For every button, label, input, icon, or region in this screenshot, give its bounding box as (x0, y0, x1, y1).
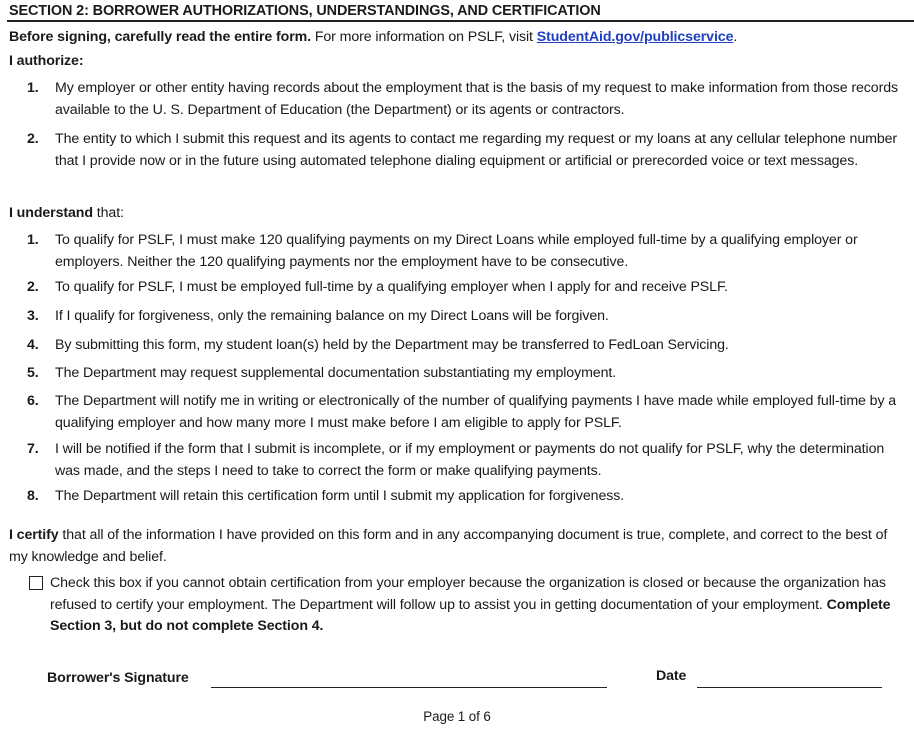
understand-item-6 (27, 391, 911, 434)
item-text: To qualify for PSLF, I must make 120 qualifying payments on my Direct Loans while employed full-time by a qualifying employer or employers. Neither the 120 qualifying payments nor the employment have to be consecutive. (55, 232, 858, 270)
understand-item-4 (27, 335, 911, 357)
employer-unavailable-checkbox[interactable] (29, 576, 43, 590)
checkbox-label-text: Check this box if you cannot obtain certification from your employer because the organization is closed or because the organization has refused to certify your employment. The Department will follow up to assist you in getting documentation of your employment. (50, 575, 886, 613)
pslf-link[interactable]: StudentAid.gov/publicservice (536, 29, 734, 45)
section-title: SECTION 2: BORROWER AUTHORIZATIONS, UNDERSTANDINGS, AND CERTIFICATION (7, 0, 914, 22)
employer-unavailable-option (29, 573, 909, 638)
item-text: The entity to which I submit this request and its agents to contact me regarding my request or my loans at any cellular telephone number that I provide now or in the future using automated telephone dialing equipment or artificial or prerecorded voice or text messages. (55, 131, 898, 169)
item-number: 7. (27, 441, 39, 457)
item-number: 6. (27, 393, 39, 409)
item-number: 1. (27, 80, 39, 96)
authorize-heading (9, 51, 83, 71)
item-number: 1. (27, 232, 39, 248)
understand-heading-bold: I understand (9, 205, 93, 221)
item-text: The Department will notify me in writing or electronically of the number of qualifying payments I have made while employed full-time by a qualifying employer and how many more I must make before I am eligible to apply for PSLF. (55, 393, 897, 431)
checkbox-label-bold: Complete Section 3, but do not complete Section 4. (50, 596, 891, 634)
intro-line (9, 27, 909, 47)
understand-item-5 (27, 363, 911, 385)
item-number: 5. (27, 365, 39, 381)
intro-text: For more information on PSLF, visit (310, 29, 537, 45)
authorize-item-1 (27, 78, 911, 121)
item-number: 2. (27, 131, 39, 147)
item-number: 4. (27, 337, 39, 353)
certify-bold: I certify (9, 527, 59, 543)
item-text: The Department will retain this certification form until I submit my application for forgiveness. (55, 488, 625, 504)
item-text: If I qualify for forgiveness, only the remaining balance on my Direct Loans will be forgiven. (55, 308, 609, 324)
date-label: Date (656, 668, 687, 684)
item-text: I will be notified if the form that I submit is incomplete, or if my employment or payments do not qualify for PSLF, why the determination was made, and the steps I need to take to correct the form or make qualifying payments. (55, 441, 885, 479)
understand-item-3 (27, 306, 911, 328)
item-text: My employer or other entity having records about the employment that is the basis of my request to make information from those records available to the U. S. Department of Education (the Department) or its agents or contractors. (55, 80, 898, 118)
understand-item-2 (27, 277, 911, 299)
intro-end: . (733, 29, 738, 45)
item-number: 2. (27, 279, 39, 295)
authorize-item-2 (27, 129, 911, 172)
certify-text: that all of the information I have provided on this form and in any accompanying document is true, complete, and correct to the best of my knowledge and belief. (9, 527, 888, 565)
signature-field[interactable] (211, 687, 607, 688)
understand-heading-rest: that: (92, 205, 124, 221)
page-number: Page 1 of 6 (423, 709, 491, 724)
authorize-heading-text: I authorize: (9, 53, 84, 69)
understand-heading (9, 203, 124, 223)
item-number: 8. (27, 488, 39, 504)
signature-label: Borrower's Signature (47, 670, 189, 686)
item-text: The Department may request supplemental documentation substantiating my employment. (55, 365, 617, 381)
item-text: To qualify for PSLF, I must be employed full-time by a qualifying employer when I apply for and receive PSLF. (55, 279, 728, 295)
item-number: 3. (27, 308, 39, 324)
checkbox-label (50, 573, 909, 638)
understand-item-8 (27, 486, 911, 508)
understand-item-1 (27, 230, 911, 273)
intro-bold: Before signing, carefully read the entire form. (9, 29, 311, 45)
date-field[interactable] (697, 687, 882, 688)
certify-statement (9, 525, 909, 568)
item-text: By submitting this form, my student loan(s) held by the Department may be transferred to FedLoan Servicing. (55, 337, 729, 353)
understand-item-7 (27, 439, 911, 482)
